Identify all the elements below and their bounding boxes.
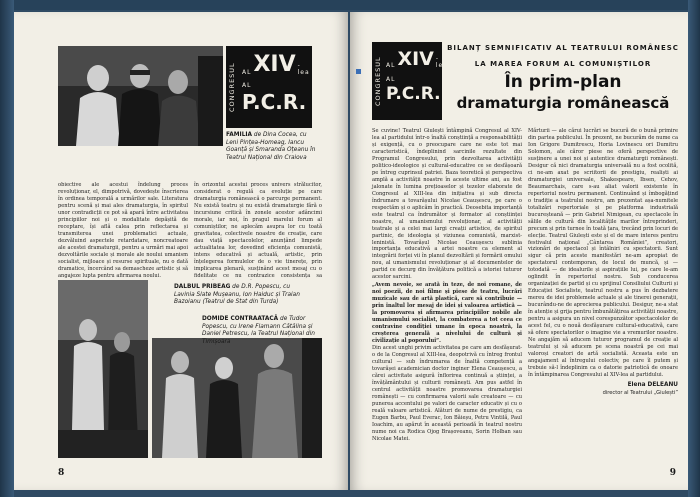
left-column-2-text: în orizontul acestui proces univers strălucitor, considerat o regulă ca evoluție pe care dramaturgia românească o parcurge permanent. Nu există teatru și nu există dramaturgie fără o incursiune critică în zonele acestor adâncimi morale, iar noi, în pragul marelui forum al comuniștilor, ne aplecăm asupra lor cu toată gravitatea, colectivele noastre de creație, care dau viață spectacolelor, anunțând limpede actualitatea lor, dovedind eficiența comunistă, intens educativă și actuală, artistic, prin înțelegerea formulelor de o vie tinerețe, prin implicarea plenară, susținând acest mesaj cu o fidelitate ce nu contrazice consistența sa [194, 182, 322, 279]
photo-domide-contraataca [152, 280, 322, 458]
band-al-2-right: AL [386, 76, 396, 83]
band-roman-numeral-right: XIV [397, 48, 434, 70]
binding-right [688, 0, 700, 497]
caption-dalbul-text: de D.R. Popescu, cu Lavinia Slate Mușeanu, Ion Haiduc și Traian Bazoianu (Teatrul de Stat din Turda) [174, 284, 300, 306]
headline-line-2: dramaturgia românească [456, 94, 670, 112]
signature-name: Elena DELEANU [627, 381, 678, 388]
congress-band-left [226, 46, 312, 128]
right-column-1-quote: „Avem nevoie, se arată în teze, de noi romane, de noi poezii, de noi filme și piese de teatru, lucrări muzicale sau de artă plastică, care să contribuie — prin înaltul lor mesaj de idei și valoarea artistică — la promovarea și afirmarea principiilor nobile ale umanismului socialist, la combaterea a tot ceea ce contravine condiției umane în epoca noastră, la creșterea generală a nivelului de cultură și civilizație al poporului”. [372, 281, 522, 344]
kicker-line-1: BILANȚ SEMNIFICATIV AL TEATRULUI ROMÂNESC [447, 44, 679, 52]
band-side-text-right: CONGRESUL [374, 56, 382, 106]
congress-band-right [372, 42, 448, 120]
caption-domide-contraataca [202, 316, 320, 346]
left-column-1 [58, 182, 188, 279]
band-side-text: CONGRESUL [228, 62, 236, 112]
left-column-2 [194, 182, 322, 279]
right-column-2-text: Mărturii — ale cărui lucrări se bucură de o bună primire din partea publicului. În prezent, ne bucurăm de nume ca Ion Grigore Dumitrescu, Horia Lovinescu ori Dumitru Solomon, ale căror piese ne oferă perspective de susținere a unei noi și autentice dramaturgii românești. Desigur că nici dramaturgia universală nu a fost ocolită, ci ne-am axat pe scriitorii de prestigiu, realiști ai dramaturgiei universale, Shakespeare, Ibsen, Cehov, Beaumarchais, care s-au aliat valorii existente în repertoriul nostru permanent. Continuând și îmbogățind o tradiție a teatrului nostru, am prezentat așa-numitele totalizări repertoriale și pe platforma industrială bucureșteană — prin Gabriel Nimigean, cu spectacole în sălile de cultură din localitățile marilor întreprinderi, precum și prin turnee în toată țara, trecând prin locuri de elecție. Teatrul Giulești este și el de mare interes pentru festivalul național „Cântarea României”, creatori, vizionări de spectacol și întâlniri cu spectatorii. Sunt sigur că prin aceste manifestări ne-am apropiat de spectatorul contemporan, de locul de muncă, și — totodată — de idealurile și aspirațiile lui, pe care le-am oglindit în repertoriul nostru. Sub conducerea organizației de partid și cu sprijinul Consiliului Culturii și Educației Socialiste, teatrul nostru a pus în dezbatere mereu de idei problemele actuale și ale tinerei generații, bucurându-ne de aprecierea publicului. Desigur, ne-a stat în atenție și grija pentru îmbunătățirea activității noastre, pentru a asigura un nivel corespunzător spectacolelor de acest fel, cu o nouă desfășurare cultural-educativă, care să ofere spectatorilor o imagine vie a vremurilor noastre. Ne angajăm să aducem tuturor programul de creație al teatrului și să aducem pe scena noastră pe cei mai valoroși creatori de artă socialistă. Aceasta este un angajament al întregului colectiv, pe care îl putem și trebuie să-l îndeplinim ca o datorie patriotică de onoare în întâmpinarea Congresului al XIV-lea al partidului. [528, 128, 678, 378]
caption-familia [226, 132, 318, 162]
page-number-left: 8 [58, 468, 65, 478]
band-lea: -lea [297, 62, 310, 76]
band-al-2: AL [242, 82, 252, 89]
right-column-2 [528, 128, 678, 478]
band-al-1: AL [242, 69, 252, 76]
page-number-right: 9 [669, 468, 676, 478]
right-page [350, 12, 688, 490]
right-column-1-text: Se cuvine! Teatrul Giulești întâmpină Congresul al XIV-lea al partidului într-o înaltă conștiință a responsabilității și exigență, cu o preocupare care ne este tot mai caracteristică, îndeplinind sarcinile rezultate din Programul Congresului, prin dezvoltarea activității politico-ideologice și cultural-educative ce se desfășoară pe întreg cuprinsul patriei. Baza teoretică și perspectiva amplă a activității noastre în aceste ultime ani, au fost jalonate în lumina prețioaselor și tezelor elaborate de Congresul al XIII-lea din inițiativa și sub directa îndrumare a tovarășului Nicolae Ceaușescu, pe care o respectăm și o aplicăm în practică. Deosebita importanță este teatrul ca îndrumător și formator al conștiinței noastre, al umanismului revoluționar, al activității teatrale și a celei mai largi creații artistice, de spiritul partinic, de ideologia și viziunea comunistă, marxist-leninistă. Tovarășul Nicolae Ceaușescu sublinia importanța educativă a artei noastre ca element al integrării forței vii în planul dezvoltării și formării omului nou, al umanismului revoluționar și al documentelor de partid ce decurg din învățătura politică a istoriei tuturor acestor sarcini. [372, 128, 522, 281]
right-column-1 [372, 128, 522, 478]
binding-top [0, 0, 700, 10]
blue-page-marker [356, 69, 361, 74]
band-party-right: P.C.R. [386, 84, 441, 104]
left-page [14, 12, 348, 490]
caption-domide-title: DOMIDE CONTRAATACĂ [202, 316, 279, 322]
caption-dalbul-title: DALBUL PRIBEAG [174, 284, 231, 290]
caption-familia-title: FAMILIA [226, 132, 253, 138]
signature [528, 382, 678, 397]
caption-dalbul-pribeag [174, 284, 300, 307]
caption-familia-text: de Dina Cocea, cu Leni Pințea-Homeag, Iancu Goanță și Smaranda Oțeanu în Teatrul Național din Craiova [226, 132, 316, 161]
band-al-1-right: AL [386, 62, 396, 69]
band-party: P.C.R. [242, 90, 307, 114]
band-lea-right: -lea [435, 55, 448, 69]
photo-familia [58, 46, 223, 146]
photo-dalbul-pribeag [58, 280, 148, 458]
right-column-1-end: Din acest unghi privim activitatea pe care am desfășurat-o de la Congresul al XIII-lea, deopotrivă cu întreg frontul cultural — sub îndrumarea de înaltă competență a tovarășei academician doctor inginer Elena Ceaușescu, a cărei activitate asigură înflorirea continuă a științei, a învățământului și culturii românești. Am pus astfel în centrul activității noastre promovarea dramaturgiei românești — cu confirmarea valorii sale creatoare — cu punerea accentului pe valori de caracter educativ și cu o reală valoare artistică. Alături de nume de prestigiu, ca Eugen Barbu, Paul Everac, Ion Băieșu, Petru Vintilă, Paul Ioachim, au apărut în această perioadă în teatrul nostru nume noi ca Rodica Ojog Brașoveanu, Sorin Holban sau Nicolae Matei. [372, 345, 522, 442]
signature-role: director al Teatrului „Giulești” [602, 389, 678, 396]
headline-line-1: În prim-plan [504, 72, 622, 92]
caption-domide-text: de Tudor Popescu, cu Irene Flamann Cătălina și Daniel Petrescu, la Teatrul Național din Timișoara [202, 316, 315, 345]
band-roman-numeral: XIV [253, 52, 296, 77]
kicker-line-2: LA MAREA FORUM AL COMUNIȘTILOR [474, 60, 652, 68]
left-column-1-text: obiective ale acestui îndelung proces revoluționar, el, dimpotrivă, dovedește înscrierea în ordinea temporală a urmărilor sale. Literatura pentru scenă și mai ales dramaturgia, în spiritul unor contradicții ce pot să apară între activitatea principiilor noi și o modalitate depășită de receptare, își află calea prin reflectarea și transmiterea unei problematici actuale, dezvăluind aspectele retardatare, noncreatoare ale acestei dramaturgii, pentru a urmări mai apoi dezvoltările sociale și morale ale noului umanism socialist, mijloace și resurse spirituale, nu o dată dramatice, încercând sa demascheze artistic și să angajeze lupta pentru afirmarea noului. [58, 182, 188, 279]
binding-left [0, 0, 14, 497]
